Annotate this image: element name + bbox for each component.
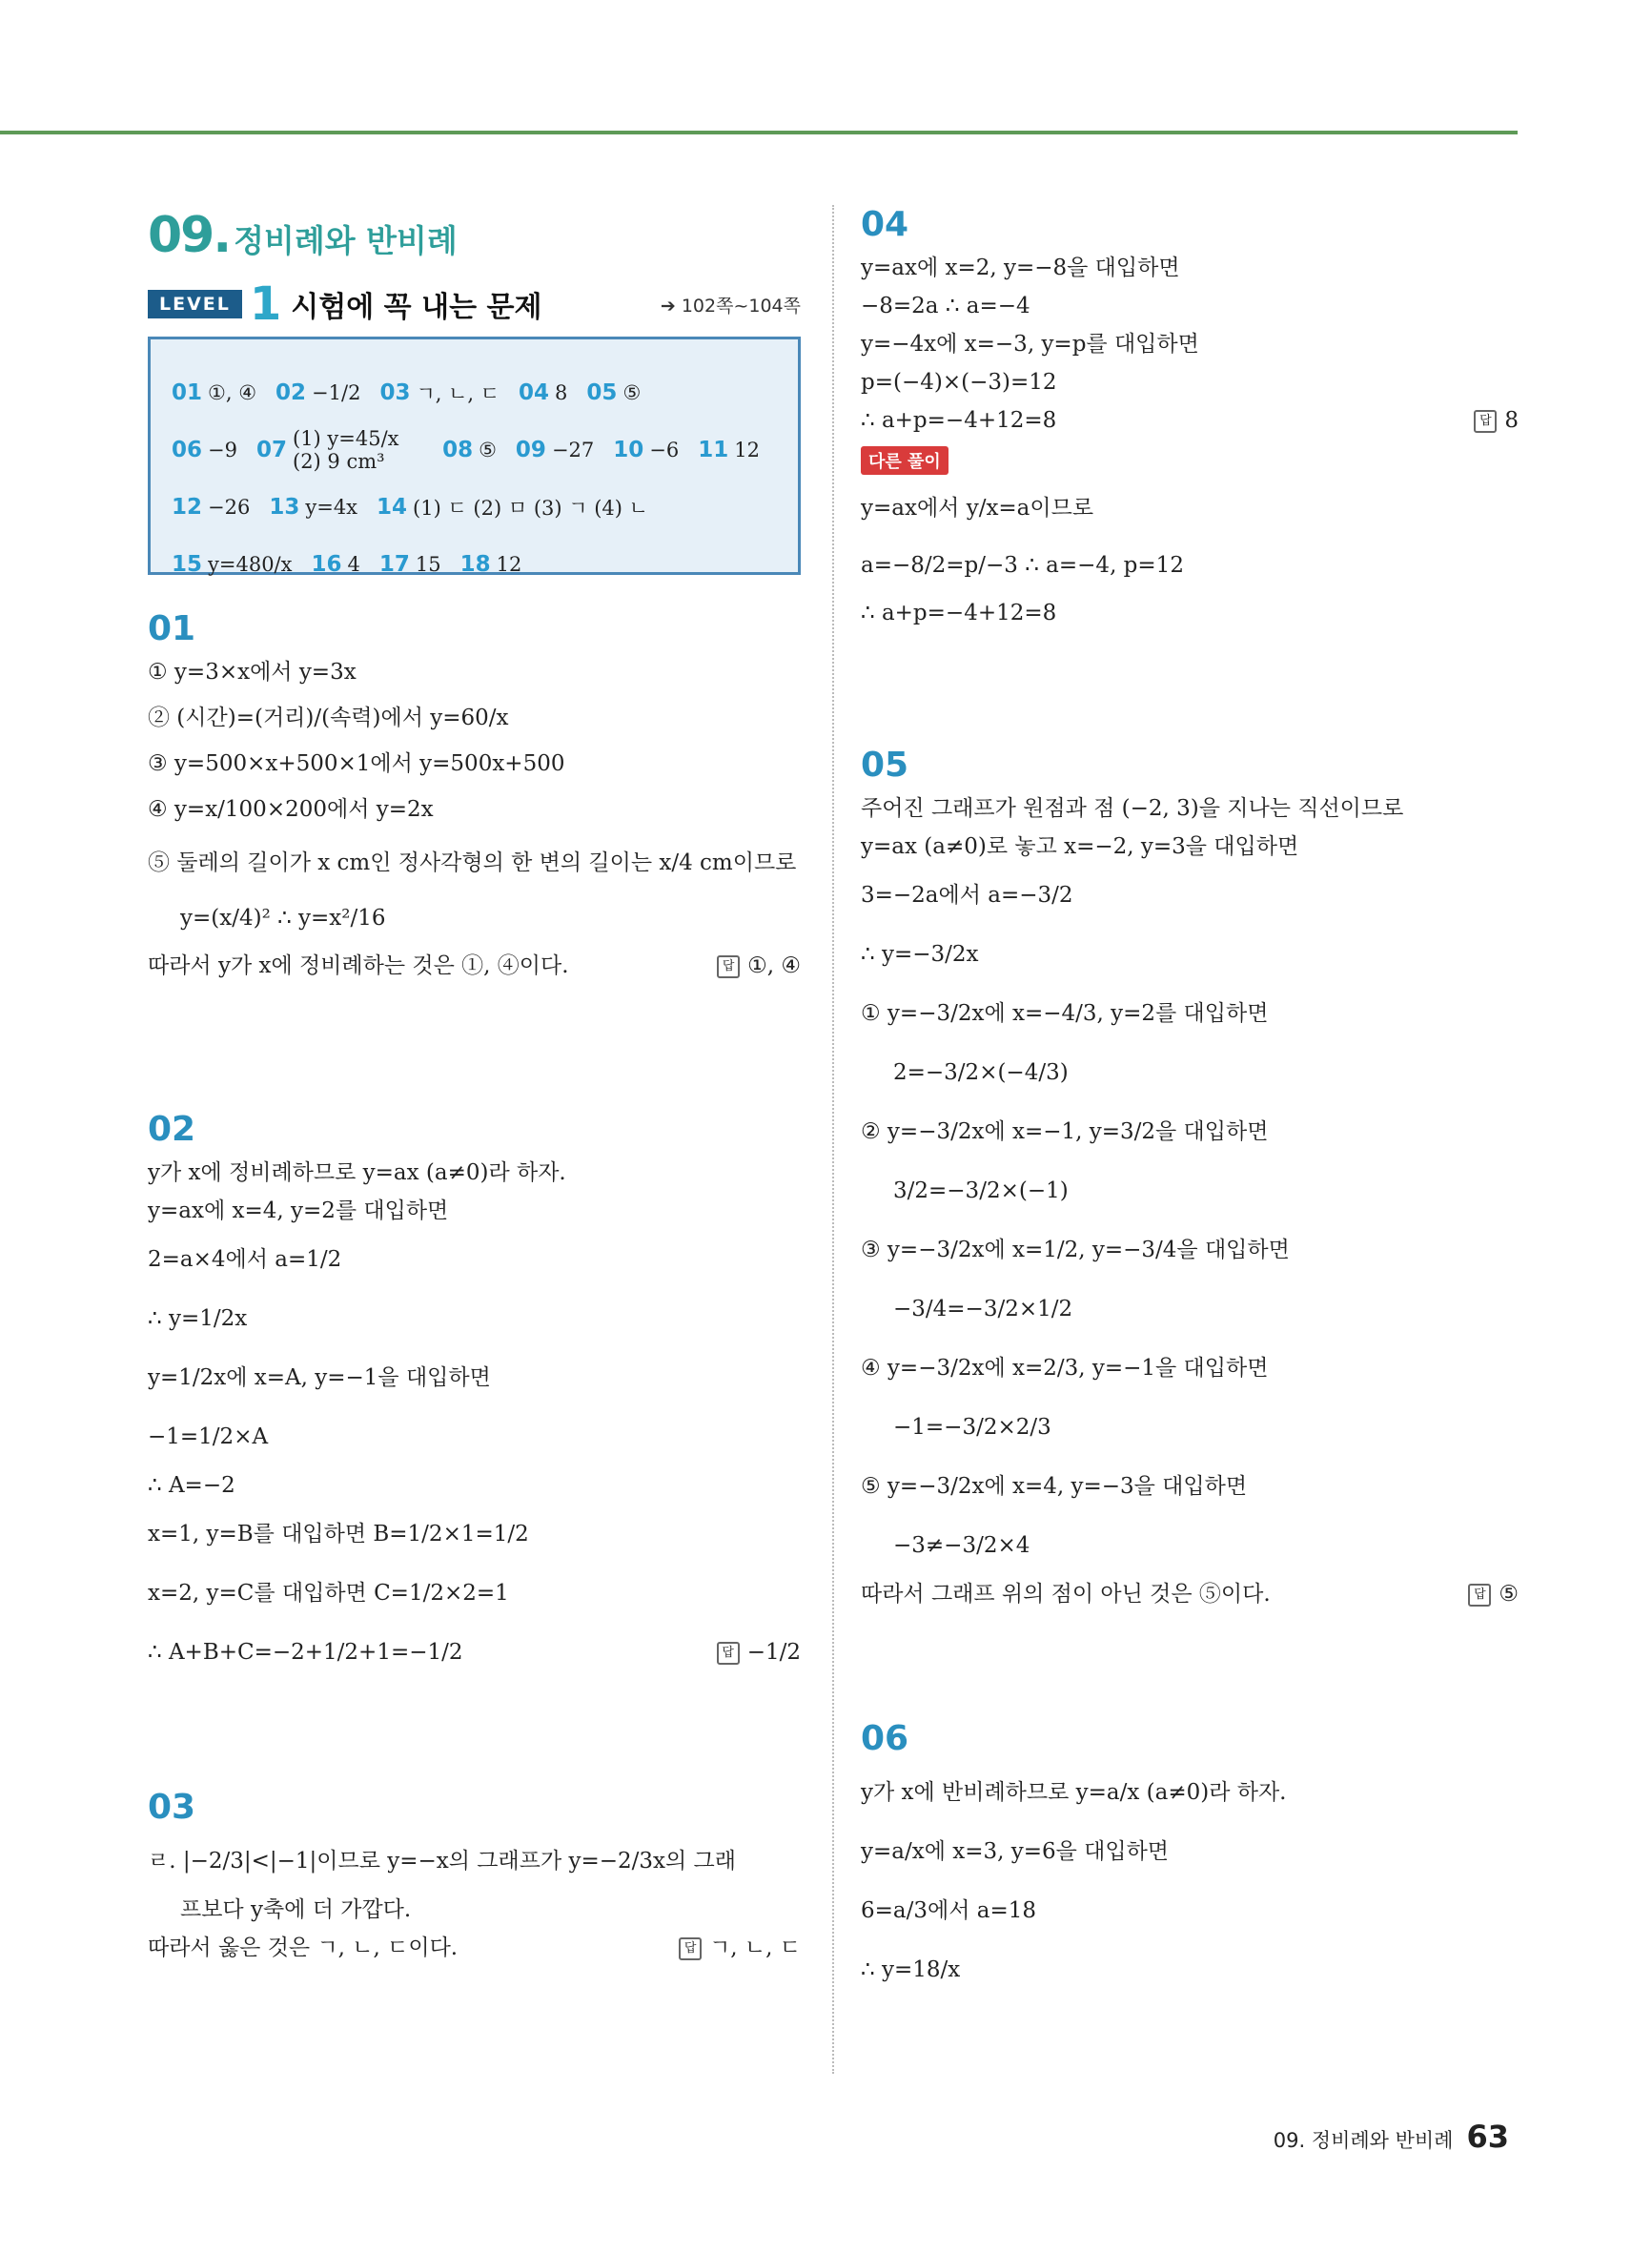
answer-item xyxy=(613,438,679,462)
answer-number: 10 xyxy=(613,438,644,462)
answer-summary-box xyxy=(148,337,801,575)
answer-number: 13 xyxy=(269,495,300,520)
answer-text: ⑤ xyxy=(1499,1582,1519,1608)
answer-number: 15 xyxy=(172,552,203,577)
solution-06 xyxy=(861,1719,1519,2000)
answer-item xyxy=(172,438,237,462)
solution-line: ① y=−3/2x에 x=−4/3, y=2를 대입하면 xyxy=(861,1001,1269,1027)
answer-item xyxy=(377,493,648,522)
solution-02 xyxy=(148,1110,801,1683)
solution-line: x=2, y=C를 대입하면 C=1/2×2=1 xyxy=(148,1581,509,1607)
right-column xyxy=(861,195,1519,2000)
answer-number: 07 xyxy=(255,438,287,462)
solution-line: ∴ A=−2 xyxy=(148,1473,235,1499)
question-number: 05 xyxy=(861,746,909,785)
answer-number: 03 xyxy=(379,380,411,405)
conclusion-text: ∴ A+B+C=−2+1/2+1=−1/2 xyxy=(148,1640,463,1666)
solution-line: ③ y=−3/2x에 x=1/2, y=−3/4을 대입하면 xyxy=(861,1238,1290,1263)
answer-item xyxy=(379,379,500,407)
answer-item xyxy=(698,438,760,462)
solution-line: y=1/2x에 x=A, y=−1을 대입하면 xyxy=(148,1365,491,1391)
answer-item xyxy=(172,495,250,520)
answer-number: 06 xyxy=(172,438,203,462)
answer-value: −9 xyxy=(208,439,237,461)
answer-row xyxy=(172,364,779,421)
answer-number: 02 xyxy=(275,380,307,405)
answer-mark xyxy=(679,1933,801,1964)
solution-line: 프보다 y축에 더 가깝다. xyxy=(180,1897,412,1923)
answer-number: 08 xyxy=(442,438,474,462)
question-number: 02 xyxy=(148,1110,196,1149)
solution-line: ④ y=x/100×200에서 y=2x xyxy=(148,797,434,823)
question-number: 04 xyxy=(861,205,909,244)
answer-item xyxy=(172,552,292,577)
solution-line: ③ y=500×x+500×1에서 y=500x+500 xyxy=(148,751,565,777)
solution-line: ∴ y=18/x xyxy=(861,1957,961,1983)
answer-box-icon: 답 xyxy=(1474,410,1497,433)
answer-value: 8 xyxy=(555,381,568,404)
solution-conclusion xyxy=(148,948,801,986)
answer-item xyxy=(256,427,423,473)
answer-item xyxy=(586,380,641,405)
level-tag: LEVEL xyxy=(148,290,242,318)
solution-line: ④ y=−3/2x에 x=2/3, y=−1을 대입하면 xyxy=(861,1356,1269,1382)
answer-mark xyxy=(1468,1579,1519,1610)
answer-value: −27 xyxy=(551,439,595,461)
answer-number: 05 xyxy=(586,380,618,405)
answer-value: −6 xyxy=(649,439,680,461)
solution-conclusion xyxy=(861,1576,1519,1614)
solution-line: 3=−2a에서 a=−3/2 xyxy=(861,883,1073,909)
solution-line: 주어진 그래프가 원점과 점 (−2, 3)을 지나는 직선이므로 xyxy=(861,796,1404,822)
solution-line: y가 x에 정비례하므로 y=ax (a≠0)라 하자. xyxy=(148,1160,566,1186)
level-number: 1 xyxy=(249,277,282,331)
answer-number: 01 xyxy=(172,380,203,405)
answer-value: 4 xyxy=(347,553,360,576)
solution-line: ⑤ y=−3/2x에 x=4, y=−3을 대입하면 xyxy=(861,1474,1248,1500)
answer-item xyxy=(269,495,357,520)
solution-line: −1=−3/2×2/3 xyxy=(893,1415,1051,1441)
answer-value: −26 xyxy=(208,496,251,519)
solution-line: y=ax에 x=2, y=−8을 대입하면 xyxy=(861,256,1180,281)
answer-value: 15 xyxy=(415,553,441,576)
chapter-heading xyxy=(148,207,801,264)
solution-line: y가 x에 반비례하므로 y=a/x (a≠0)라 하자. xyxy=(861,1780,1287,1806)
answer-value: ⑤ xyxy=(479,439,497,461)
chapter-number: 09. xyxy=(148,207,231,264)
solution-line: ② (시간)=(거리)/(속력)에서 y=60/x xyxy=(148,706,509,731)
answer-box-icon: 답 xyxy=(717,955,740,978)
solution-line: y=−4x에 x=−3, y=p를 대입하면 xyxy=(861,332,1199,358)
question-number: 03 xyxy=(148,1788,196,1827)
answer-number: 16 xyxy=(311,552,342,577)
solution-line: y=a/x에 x=3, y=6을 대입하면 xyxy=(861,1839,1170,1865)
level-bar xyxy=(148,277,801,331)
solution-line: y=ax (a≠0)로 놓고 x=−2, y=3을 대입하면 xyxy=(861,834,1299,860)
answer-item xyxy=(275,380,360,405)
solution-line: ∴ y=−3/2x xyxy=(861,942,979,968)
solution-line: y=ax에 x=4, y=2를 대입하면 xyxy=(148,1198,449,1224)
solution-line: 3/2=−3/2×(−1) xyxy=(893,1178,1069,1204)
solution-line: ∴ y=1/2x xyxy=(148,1306,248,1332)
answer-box-icon: 답 xyxy=(1468,1584,1491,1607)
answer-value: y=480/x xyxy=(208,553,293,576)
solution-conclusion xyxy=(861,402,1519,440)
answer-item xyxy=(460,552,522,577)
solution-line: ⑤ 둘레의 길이가 x cm인 정사각형의 한 변의 길이는 x/4 cm이므로 xyxy=(148,850,797,876)
answer-box-icon: 답 xyxy=(679,1937,702,1960)
answer-text: ①, ④ xyxy=(747,953,801,979)
solution-line: 6=a/3에서 a=18 xyxy=(861,1898,1036,1924)
answer-value: y=4x xyxy=(305,496,358,519)
conclusion-text: ∴ a+p=−4+12=8 xyxy=(861,408,1057,434)
solution-line: −3/4=−3/2×1/2 xyxy=(893,1297,1073,1322)
solution-line: 2=a×4에서 a=1/2 xyxy=(148,1247,342,1273)
answer-number: 11 xyxy=(698,438,729,462)
answer-value: 12 xyxy=(734,439,760,461)
solution-conclusion xyxy=(148,1624,801,1683)
answer-value: −1/2 xyxy=(312,381,361,404)
solution-line: −1=1/2×A xyxy=(148,1424,269,1450)
answer-number: 17 xyxy=(378,552,410,577)
solution-03 xyxy=(148,1788,801,1968)
alt-solution-tag: 다른 풀이 xyxy=(861,446,948,475)
answer-item xyxy=(442,438,497,462)
solution-04 xyxy=(861,205,1519,633)
solution-line: ① y=3×x에서 y=3x xyxy=(148,660,357,686)
answer-item xyxy=(172,380,256,405)
solution-line: −3≠−3/2×4 xyxy=(893,1533,1030,1559)
chapter-title: 정비례와 반비례 xyxy=(234,222,458,259)
answer-value: (1) ㄷ (2) ㅁ (3) ㄱ (4) ㄴ xyxy=(413,497,648,520)
question-number: 01 xyxy=(148,609,196,648)
question-number: 06 xyxy=(861,1719,909,1758)
answer-number: 18 xyxy=(459,552,491,577)
answer-item xyxy=(519,380,567,405)
solution-line: x=1, y=B를 대입하면 B=1/2×1=1/2 xyxy=(148,1522,529,1547)
answer-item xyxy=(379,552,441,577)
answer-value: ⑤ xyxy=(622,381,642,404)
answer-number: 09 xyxy=(515,438,546,462)
answer-mark xyxy=(717,951,801,982)
conclusion-text: 따라서 그래프 위의 점이 아닌 것은 ⑤이다. xyxy=(861,1582,1271,1608)
answer-number: 04 xyxy=(519,380,550,405)
answer-mark xyxy=(1474,405,1519,437)
solution-line: y=ax에서 y/x=a이므로 xyxy=(861,496,1094,522)
solution-line: ㄹ. |−2/3|<|−1|이므로 y=−x의 그래프가 y=−2/3x의 그래 xyxy=(148,1849,736,1874)
solution-conclusion xyxy=(148,1930,801,1968)
answer-value: ①, ④ xyxy=(208,381,257,404)
answer-text: ㄱ, ㄴ, ㄷ xyxy=(709,1936,801,1961)
level-title: 시험에 꼭 내는 문제 xyxy=(291,291,542,324)
solution-01 xyxy=(148,609,801,986)
column-divider xyxy=(832,205,834,2074)
answer-row xyxy=(172,536,779,593)
solution-05 xyxy=(861,746,1519,1614)
answer-text: −1/2 xyxy=(746,1640,801,1666)
page-number: 63 xyxy=(1466,2119,1509,2155)
answer-box-icon: 답 xyxy=(717,1642,740,1665)
answer-item xyxy=(516,438,594,462)
level-pages: ➔ 102쪽~104쪽 xyxy=(660,295,801,317)
page-footer xyxy=(1274,2119,1509,2155)
solution-line: y=(x/4)² ∴ y=x²/16 xyxy=(180,906,386,932)
solution-line: p=(−4)×(−3)=12 xyxy=(861,370,1057,396)
answer-row xyxy=(172,479,779,536)
footer-chapter: 09. 정비례와 반비례 xyxy=(1273,2129,1454,2152)
solution-line: a=−8/2=p/−3 ∴ a=−4, p=12 xyxy=(861,553,1184,579)
answer-row xyxy=(172,421,779,479)
solution-line: −8=2a ∴ a=−4 xyxy=(861,294,1030,319)
answer-mark xyxy=(717,1637,801,1669)
top-rule xyxy=(0,131,1518,134)
answer-number: 12 xyxy=(172,495,203,520)
left-column xyxy=(148,195,801,1968)
solution-line: 2=−3/2×(−4/3) xyxy=(893,1060,1069,1086)
conclusion-text: 따라서 옳은 것은 ㄱ, ㄴ, ㄷ이다. xyxy=(148,1936,459,1961)
solution-line: ∴ a+p=−4+12=8 xyxy=(861,601,1057,626)
solution-line: ② y=−3/2x에 x=−1, y=3/2을 대입하면 xyxy=(861,1119,1269,1145)
alt-solution-tag-row xyxy=(861,440,1519,481)
answer-item xyxy=(311,552,359,577)
answer-text: 8 xyxy=(1504,408,1519,434)
answer-value: (1) y=45/x (2) 9 cm³ xyxy=(293,427,399,473)
answer-number: 14 xyxy=(377,495,408,520)
answer-value: 12 xyxy=(496,553,522,576)
answer-value: ㄱ, ㄴ, ㄷ xyxy=(416,382,500,405)
conclusion-text: 따라서 y가 x에 정비례하는 것은 ①, ④이다. xyxy=(148,953,569,979)
